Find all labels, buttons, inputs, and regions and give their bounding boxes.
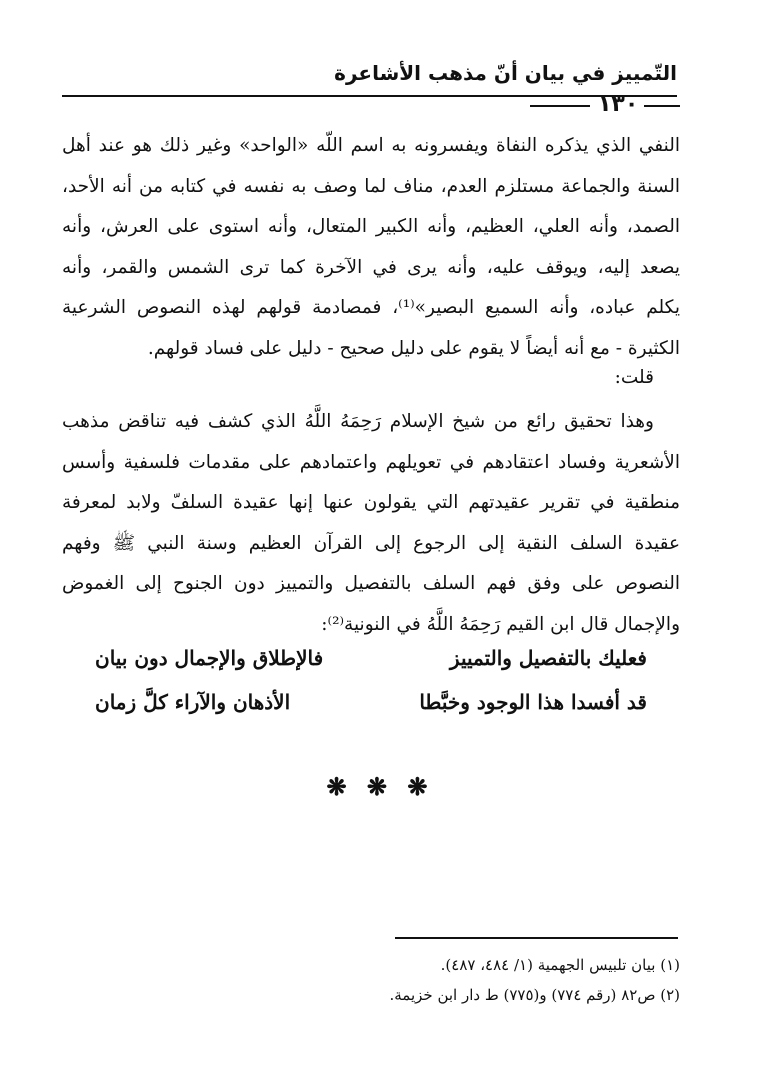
page-number-left-rule [530,105,590,107]
footnote-1: (١) بيان تلبيس الجهمية (١/ ٤٨٤، ٤٨٧). [440,956,680,974]
running-header [60,58,677,88]
page-number-row [530,88,680,122]
text-line: الأشعرية وفساد اعتقادهم في تعويلهم واعتمادهم على مقدمات فلسفية وأسس [62,451,680,473]
hemistich-first: قد أفسدا هذا الوجود وخبَّطا [419,690,647,714]
text-line: النفي الذي يذكره النفاة ويفسرونه به اسم اللّه «الواحد» وغير ذلك هو عند أهل [62,135,680,156]
text-line: يكلم عباده، وأنه السميع البصير»⁽¹⁾، فمصادمة قولهم لهذه النصوص الشرعية [62,297,680,318]
text-line: وهذا تحقيق رائع من شيخ الإسلام رَحِمَهُ اللَّهُ الذي كشف فيه تناقض مذهب [62,411,654,432]
poem-verse-1 [95,638,647,678]
running-title: التّمييز في بيان أنّ مذهب الأشاعرة [334,61,677,85]
text-line: عقيدة السلف النقية إلى الرجوع إلى القرآن العظيم وسنة النبي ﷺ وفهم [62,532,680,554]
page-number-right-rule [644,105,680,107]
footnote-rule [395,937,678,939]
hemistich-second: الأذهان والآراء كلَّ زمان [95,690,291,714]
text-line: الكثيرة - مع أنه أيضاً لا يقوم على دليل صحيح - دليل على فساد قولهم. [147,337,680,359]
text-line: يصعد إليه، ويوقف عليه، وأنه يرى في الآخرة كما ترى الشمس والقمر، وأنه [62,256,680,278]
page-number: ١٣٠ [598,92,639,117]
section-separator: ❋ ❋ ❋ [326,772,434,801]
hemistich-first: فعليك بالتفصيل والتمييز [449,646,647,670]
footnotes [200,950,680,1010]
paragraph-1 [62,126,680,369]
text-line: الصمد، وأنه العلي، العظيم، وأنه الكبير المتعال، وأنه استوى على العرش، وأنه [62,216,680,237]
paragraph-3 [62,402,680,645]
footnote-2: (٢) ص٨٢ (رقم ٧٧٤) و(٧٧٥) ط دار ابن خزيمة. [389,986,680,1004]
hemistich-second: فالإطلاق والإجمال دون بيان [95,646,324,670]
text-line: منطقية في تقرير عقيدتهم التي يقولون عنها إنها عقيدة السلفّ ولابد لمعرفة [62,492,680,513]
text-line: قلت: [614,367,654,388]
text-line: والإجمال قال ابن القيم رَحِمَهُ اللَّهُ في النونية⁽²⁾: [321,613,680,635]
paragraph-2 [62,358,680,399]
text-line: السنة والجماعة مستلزم العدم، مناف لما وصف به نفسه في كتابه من أنه الأحد، [62,175,680,197]
text-line: النصوص على وفق فهم السلف بالتفصيل والتمييز دون الجنوح إلى الغموض [62,573,680,594]
poem-verse-2 [95,682,647,722]
